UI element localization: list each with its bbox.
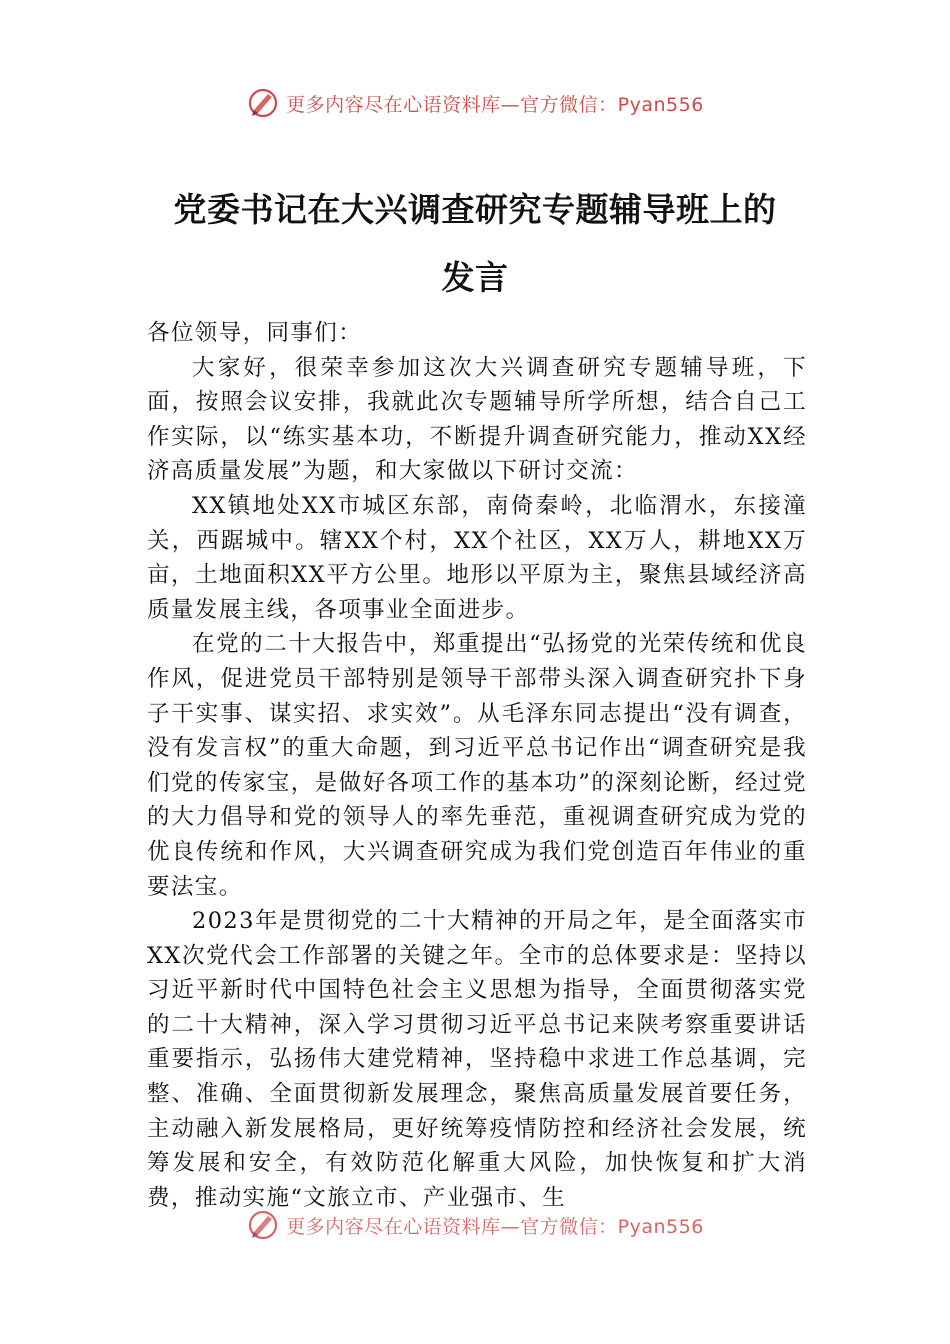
salutation: 各位领导，同事们：	[147, 320, 363, 346]
watermark-text: 更多内容尽在心语资料库—官方微信：Pyan556	[286, 1215, 704, 1238]
paragraph-4: 2023年是贯彻党的二十大精神的开局之年，是全面落实市XX次党代会工作部署的关键之年。全市的总体要求是：坚持以习近平新时代中国特色社会主义思想为指导，全面贯彻落实党的二十大精神，深入学习贯彻习近平总书记来陕考察重要讲话重要指示，弘扬伟大建党精神，坚持稳中求进工作总基调，完整、准确、全面贯彻新发展理念，聚焦高质量发展首要任务，主动融入新发展格局，更好统筹疫情防控和经济社会发展，统筹发展和安全，有效防范化解重大风险，加快恢复和扩大消费，推动实施“文旅立市、产业强市、生	[147, 908, 807, 1211]
pen-logo-icon	[246, 1208, 280, 1242]
paragraph-1: 大家好，很荣幸参加这次大兴调查研究专题辅导班，下面，按照会议安排，我就此次专题辅导所学所想，结合自己工作实际，以“练实基本功，不断提升调查研究能力，推动XX经济高质量发展”为题，和大家做以下研讨交流：	[147, 354, 807, 485]
pen-logo-icon	[246, 86, 280, 120]
paragraph-2: XX镇地处XX市城区东部，南倚秦岭，北临渭水，东接潼关，西踞城中。辖XX个村，XX个社区，XX万人，耕地XX万亩，土地面积XX平方公里。地形以平原为主，聚焦县域经济高质量发展主线，各项事业全面进步。	[147, 492, 807, 623]
document-body	[147, 316, 807, 1215]
title-line-1: 党委书记在大兴调查研究专题辅导班上的	[173, 190, 777, 229]
watermark-text: 更多内容尽在心语资料库—官方微信：Pyan556	[286, 93, 704, 116]
header-watermark	[0, 86, 950, 120]
paragraph-3: 在党的二十大报告中，郑重提出“弘扬党的光荣传统和优良作风，促进党员干部特别是领导干部带头深入调查研究扑下身子干实事、谋实招、求实效”。从毛泽东同志提出“没有调查，没有发言权”的重大命题，到习近平总书记作出“调查研究是我们党的传家宝，是做好各项工作的基本功”的深刻论断，经过党的大力倡导和党的领导人的率先垂范，重视调查研究成为党的优良传统和作风，大兴调查研究成为我们党创造百年伟业的重要法宝。	[147, 631, 807, 900]
footer-watermark	[0, 1208, 950, 1242]
title-line-2: 发言	[441, 258, 509, 297]
document-title	[100, 176, 850, 312]
